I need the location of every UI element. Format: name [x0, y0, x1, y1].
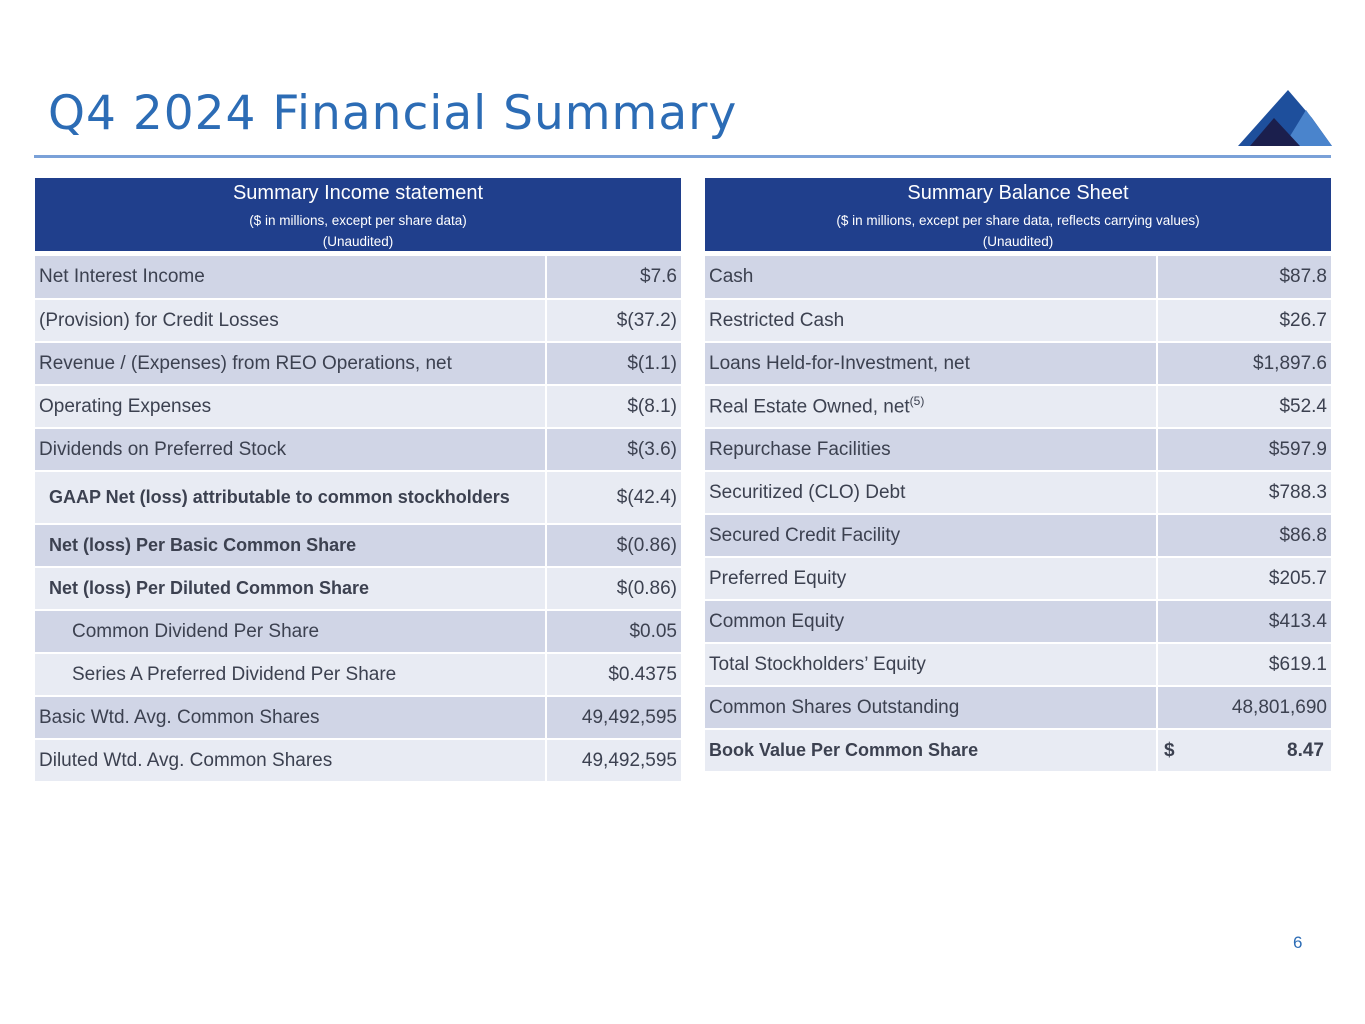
row-value: $87.8: [1157, 256, 1331, 299]
row-label: Net (loss) Per Diluted Common Share: [35, 567, 546, 610]
row-label: Diluted Wtd. Avg. Common Shares: [35, 739, 546, 782]
income-statement-title: Summary Income statement: [232, 182, 484, 204]
row-value: $(37.2): [546, 299, 681, 342]
row-label: [705, 385, 1157, 428]
row-value: $86.8: [1157, 514, 1331, 557]
row-value: $597.9: [1157, 428, 1331, 471]
row-value: $788.3: [1157, 471, 1331, 514]
income-statement-subtitle: ($ in millions, except per share data): [249, 213, 467, 228]
table-row: [705, 729, 1331, 772]
row-value: $(3.6): [546, 428, 681, 471]
table-row: [35, 428, 681, 471]
income-statement-header: [35, 178, 681, 251]
table-row: [35, 471, 681, 524]
table-row: [705, 600, 1331, 643]
row-label: Operating Expenses: [35, 385, 546, 428]
row-value: $0.4375: [546, 653, 681, 696]
table-row: [35, 610, 681, 653]
row-value: $(0.86): [546, 567, 681, 610]
book-value-amount: 8.47: [1287, 739, 1324, 761]
row-label: Repurchase Facilities: [705, 428, 1157, 471]
table-row: [35, 299, 681, 342]
balance-sheet-subtitle: ($ in millions, except per share data, reflects carrying values): [836, 213, 1200, 228]
row-label: Common Equity: [705, 600, 1157, 643]
income-statement-note: (Unaudited): [322, 234, 394, 249]
table-row: [35, 567, 681, 610]
table-row: [705, 643, 1331, 686]
row-label: Loans Held-for-Investment, net: [705, 342, 1157, 385]
balance-sheet-note: (Unaudited): [982, 234, 1054, 249]
table-row: [705, 514, 1331, 557]
row-value: $0.05: [546, 610, 681, 653]
row-value: 48,801,690: [1157, 686, 1331, 729]
footnote-marker: (5): [909, 394, 925, 409]
table-row: [705, 686, 1331, 729]
row-value: $413.4: [1157, 600, 1331, 643]
row-label-text: Real Estate Owned, net: [709, 396, 910, 418]
income-statement-table: [35, 178, 681, 783]
row-label: Net Interest Income: [35, 256, 546, 299]
table-row: [35, 696, 681, 739]
row-label: Book Value Per Common Share: [705, 729, 1157, 772]
row-label: Preferred Equity: [705, 557, 1157, 600]
row-value: $619.1: [1157, 643, 1331, 686]
balance-sheet-table: [705, 178, 1331, 773]
currency-symbol: $: [1164, 739, 1175, 761]
row-label: Revenue / (Expenses) from REO Operations, net: [35, 342, 546, 385]
table-row: [35, 524, 681, 567]
row-label: Cash: [705, 256, 1157, 299]
row-value: $26.7: [1157, 299, 1331, 342]
row-label: Common Shares Outstanding: [705, 686, 1157, 729]
table-row: [35, 342, 681, 385]
row-label: Net (loss) Per Basic Common Share: [35, 524, 546, 567]
row-label: Restricted Cash: [705, 299, 1157, 342]
balance-sheet-header: [705, 178, 1331, 251]
row-label: Secured Credit Facility: [705, 514, 1157, 557]
row-label: Series A Preferred Dividend Per Share: [35, 653, 546, 696]
table-row: [705, 256, 1331, 299]
table-row: [35, 739, 681, 782]
row-value: $1,897.6: [1157, 342, 1331, 385]
table-row: [35, 256, 681, 299]
row-value: $(0.86): [546, 524, 681, 567]
table-row: [705, 342, 1331, 385]
page-number: 6: [1293, 933, 1303, 952]
table-row: [35, 385, 681, 428]
row-value: 49,492,595: [546, 739, 681, 782]
balance-sheet-title: Summary Balance Sheet: [907, 182, 1129, 204]
row-value: $(1.1): [546, 342, 681, 385]
row-label: Dividends on Preferred Stock: [35, 428, 546, 471]
table-row: [705, 299, 1331, 342]
page-title: Q4 2024 Financial Summary: [48, 86, 738, 141]
table-row: [705, 471, 1331, 514]
table-row: [705, 385, 1331, 428]
table-row: [705, 557, 1331, 600]
table-row: [705, 428, 1331, 471]
row-label: GAAP Net (loss) attributable to common stockholders: [35, 471, 546, 524]
row-value: $(42.4): [546, 471, 681, 524]
mountain-logo-icon: [1236, 88, 1332, 148]
row-label: Total Stockholders’ Equity: [705, 643, 1157, 686]
row-value: 49,492,595: [546, 696, 681, 739]
row-value: $(8.1): [546, 385, 681, 428]
row-value: [1157, 729, 1331, 772]
title-divider: [34, 155, 1331, 158]
row-label: Basic Wtd. Avg. Common Shares: [35, 696, 546, 739]
table-row: [35, 653, 681, 696]
row-label: Common Dividend Per Share: [35, 610, 546, 653]
row-label: (Provision) for Credit Losses: [35, 299, 546, 342]
row-label: Securitized (CLO) Debt: [705, 471, 1157, 514]
row-value: $7.6: [546, 256, 681, 299]
row-value: $205.7: [1157, 557, 1331, 600]
row-value: $52.4: [1157, 385, 1331, 428]
